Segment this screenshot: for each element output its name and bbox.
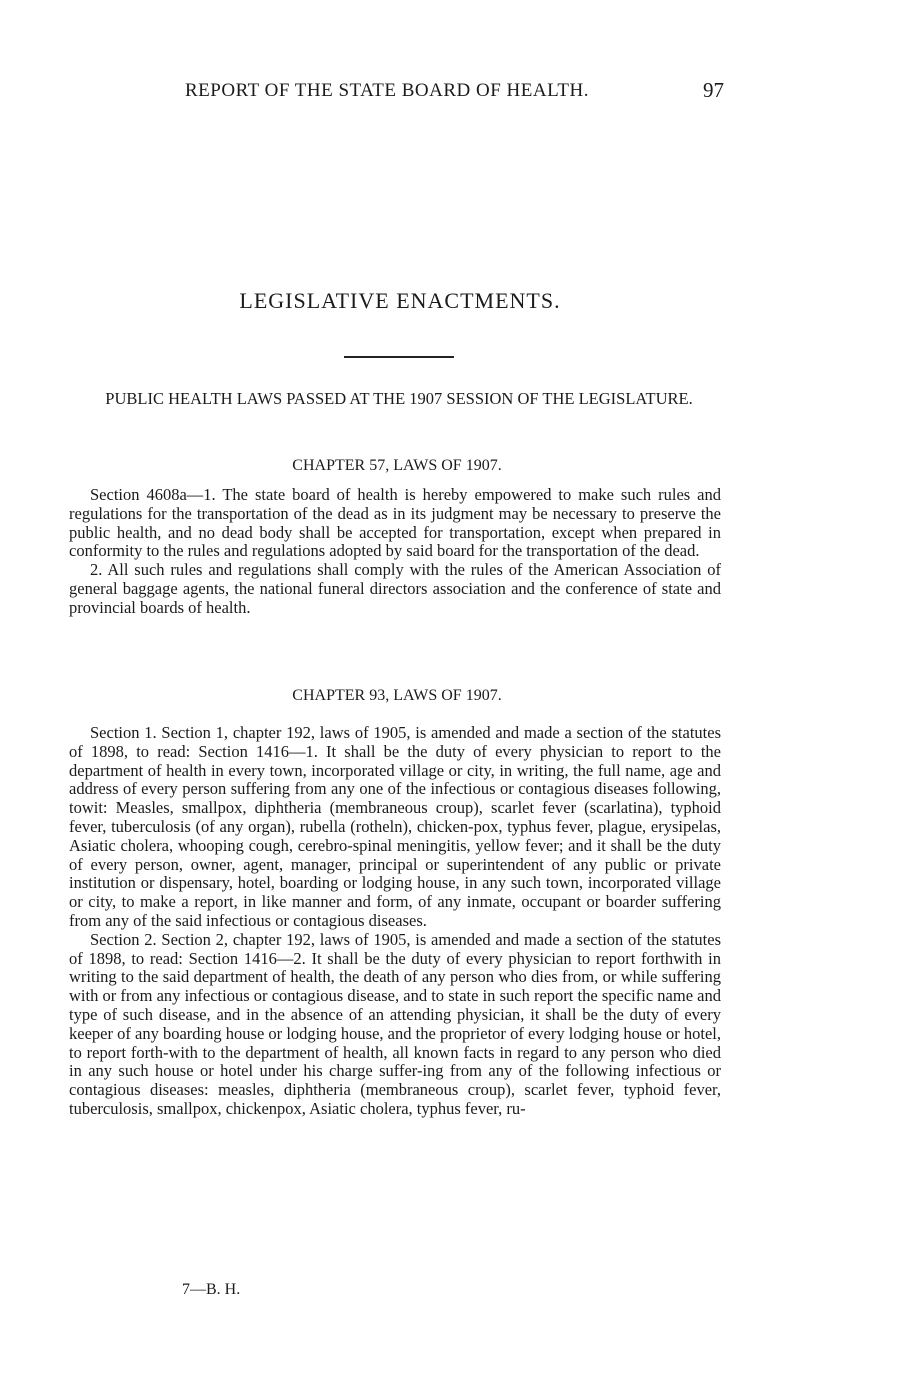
paragraph: Section 2. Section 2, chapter 192, laws of 1905, is amended and made a section of the statutes of 1898, to read: Section 1416—2. It shall be the duty of every physician to report forthwith in writing to the said department of health, the death of any person who dies from, or while suffering with or from any infectious or contagious disease, and to state in such report the specific name and type of such disease, and in the absence of an attending physician, it shall be the duty of every keeper of any boarding house or lodging house, and the proprietor of every lodging house or hotel, to report forth-with to the department of health, all known facts in regard to any person who died in any such house or hotel under his charge suffer-ing from any of the following infectious or contagious diseases: measles, diphtheria (membraneous croup), scarlet fever, typhoid fever, tuberculosis, smallpox, chickenpox, Asiatic cholera, typhus fever, ru-	[69, 929, 721, 1118]
title-divider	[344, 356, 454, 358]
paragraph: Section 1. Section 1, chapter 192, laws of 1905, is amended and made a section of the statutes of 1898, to read: Section 1416—1. It shall be the duty of every physician to report to the department of health in every town, incorporated village or city, in writing, the full name, age and address of every person suffering from any one of the infectious or contagious diseases following, towit: Measles, smallpox, diphtheria (membraneous croup), scarlet fever (scarlatina), typhoid fever, tuberculosis (of any organ), rubella (rotheln), chicken-pox, typhus fever, plague, erysipelas, Asiatic cholera, whooping cough, cerebro-spinal meningitis, yellow fever; and it shall be the duty of every person, owner, agent, manager, principal or superintendent of any public or private institution or dispensary, hotel, boarding or lodging house, in any such town, incorporated village or city, to make a report, in like manner and form, of any inmate, occupant or boarder suffering from any of the said infectious or contagious diseases.	[69, 723, 721, 930]
section-title: LEGISLATIVE ENACTMENTS.	[239, 288, 561, 313]
chapter-heading: CHAPTER 57, LAWS OF 1907.	[292, 457, 502, 474]
chapter-body	[69, 486, 721, 618]
paragraph: Section 4608a—1. The state board of health is hereby empowered to make such rules and regulations for the transportation of the dead as in its judgment may be necessary to preserve the public health, and no dead body shall be accepted for transportation, except when prepared in conformity to the rules and regulations adopted by said board for the transportation of the dead.	[69, 485, 721, 561]
page-number: 97	[703, 78, 724, 102]
chapter-heading: CHAPTER 93, LAWS OF 1907.	[292, 687, 502, 704]
subtitle: PUBLIC HEALTH LAWS PASSED AT THE 1907 SESSION OF THE LEGISLATURE.	[105, 389, 693, 408]
signature-mark: 7—B. H.	[182, 1281, 241, 1298]
chapter-body	[69, 724, 721, 1119]
running-head: REPORT OF THE STATE BOARD OF HEALTH.	[185, 80, 590, 101]
paragraph: 2. All such rules and regulations shall comply with the rules of the American Association of general baggage agents, the national funeral directors association and the conference of state and provincial boards of health.	[69, 560, 721, 617]
